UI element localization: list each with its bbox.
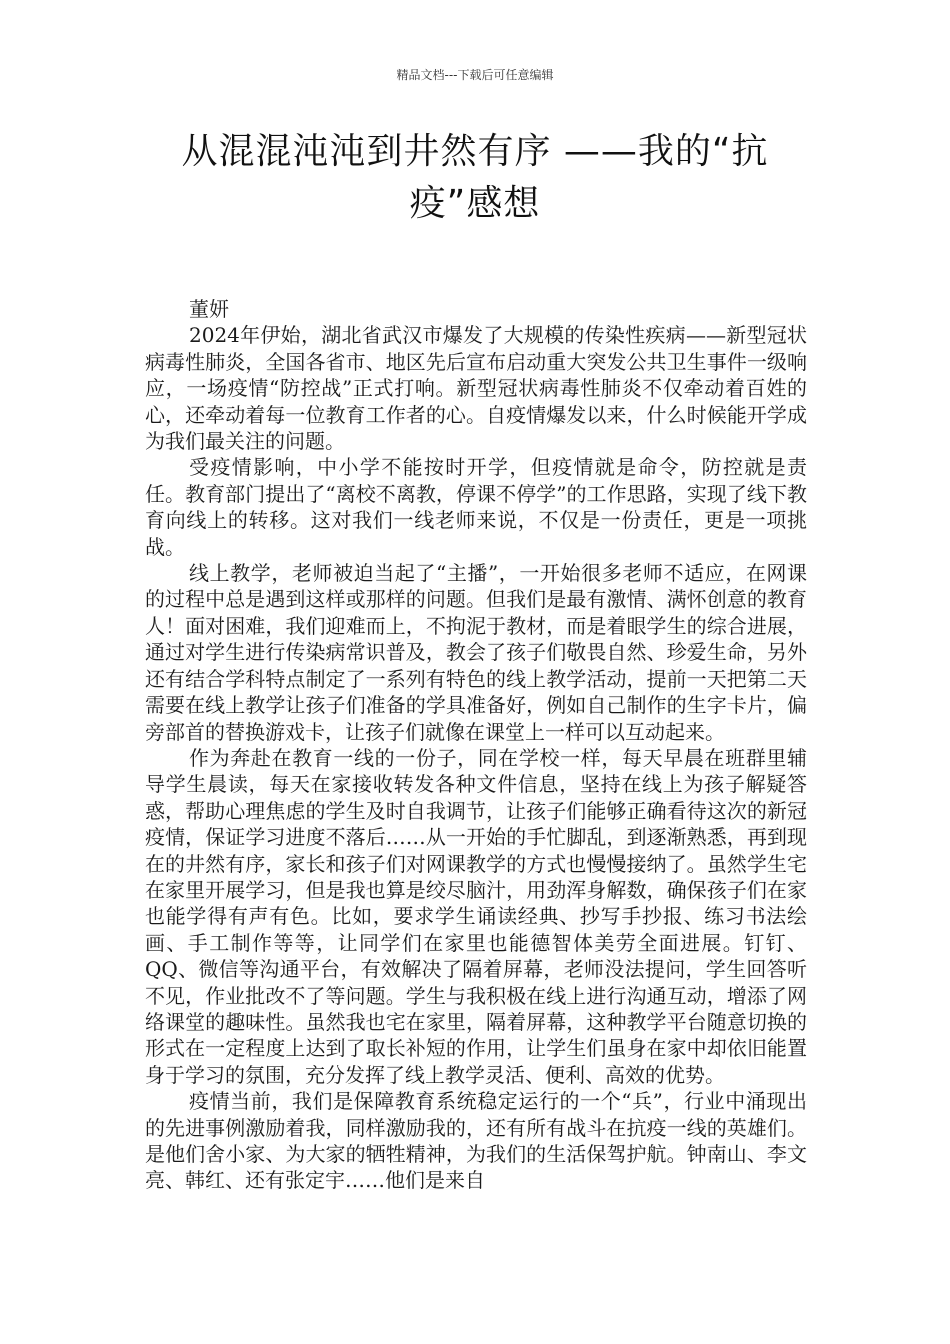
paragraph-5: 疫情当前，我们是保障教育系统稳定运行的一个“兵”，行业中涌现出的先进事例激励着我，同样激励我的，还有所有战斗在抗疫一线的英雄们。是他们舍小家、为大家的牺牲精神，为我们的生活保驾护航。钟南山、李文亮、韩红、还有张定宇……他们是来自 — [145, 1089, 807, 1193]
author-name: 董妍 — [189, 297, 229, 321]
document-body — [145, 296, 807, 1194]
header-note: 精品文档---下载后可任意编辑 — [396, 68, 554, 82]
paragraph-3: 线上教学，老师被迫当起了“主播”，一开始很多老师不适应，在网课的过程中总是遇到这样或那样的问题。但我们是最有激情、满怀创意的教育人！面对困难，我们迎难而上，不拘泥于教材，而是着眼学生的综合进展，通过对学生进行传染病常识普及，教会了孩子们敬畏自然、珍爱生命，另外还有结合学科特点制定了一系列有特色的线上教学活动，提前一天把第二天需要在线上教学让孩子们准备的学具准备好，例如自己制作的生字卡片，偏旁部首的替换游戏卡，让孩子们就像在课堂上一样可以互动起来。 — [145, 561, 807, 744]
document-title: 从混混沌沌到井然有序 ——我的“抗疫”感想 — [181, 131, 769, 224]
paragraph-1: 2024年伊始，湖北省武汉市爆发了大规模的传染性疾病——新型冠状病毒性肺炎，全国各省市、地区先后宣布启动重大突发公共卫生事件一级响应，一场疫情“防控战”正式打响。新型冠状病毒性肺炎不仅牵动着百姓的心，还牵动着每一位教育工作者的心。自疫情爆发以来，什么时候能开学成为我们最关注的问题。 — [145, 323, 807, 454]
paragraph-2: 受疫情影响，中小学不能按时开学，但疫情就是命令，防控就是责任。教育部门提出了“离校不离教，停课不停学”的工作思路，实现了线下教育向线上的转移。这对我们一线老师来说，不仅是一份责任，更是一项挑战。 — [145, 455, 807, 559]
paragraph-4: 作为奔赴在教育一线的一份子，同在学校一样，每天早晨在班群里辅导学生晨读，每天在家接收转发各种文件信息，坚持在线上为孩子解疑答惑，帮助心理焦虑的学生及时自我调节，让孩子们能够正确看待这次的新冠疫情，保证学习进度不落后……从一开始的手忙脚乱，到逐渐熟悉，再到现在的井然有序，家长和孩子们对网课教学的方式也慢慢接纳了。虽然学生宅在家里开展学习，但是我也算是绞尽脑汁，用劲浑身解数，确保孩子们在家也能学得有声有色。比如，要求学生诵读经典、抄写手抄报、练习书法绘画、手工制作等等，让同学们在家里也能德智体美劳全面进展。钉钉、QQ、微信等沟通平台，有效解决了隔着屏幕，老师没法提问，学生回答听不见，作业批改不了等问题。学生与我积极在线上进行沟通互动，增添了网络课堂的趣味性。虽然我也宅在家里，隔着屏幕，这种教学平台随意切换的形式在一定程度上达到了取长补短的作用，让学生们虽身在家中却依旧能置身于学习的氛围，充分发挥了线上教学灵活、便利、高效的优势。 — [145, 745, 807, 1087]
